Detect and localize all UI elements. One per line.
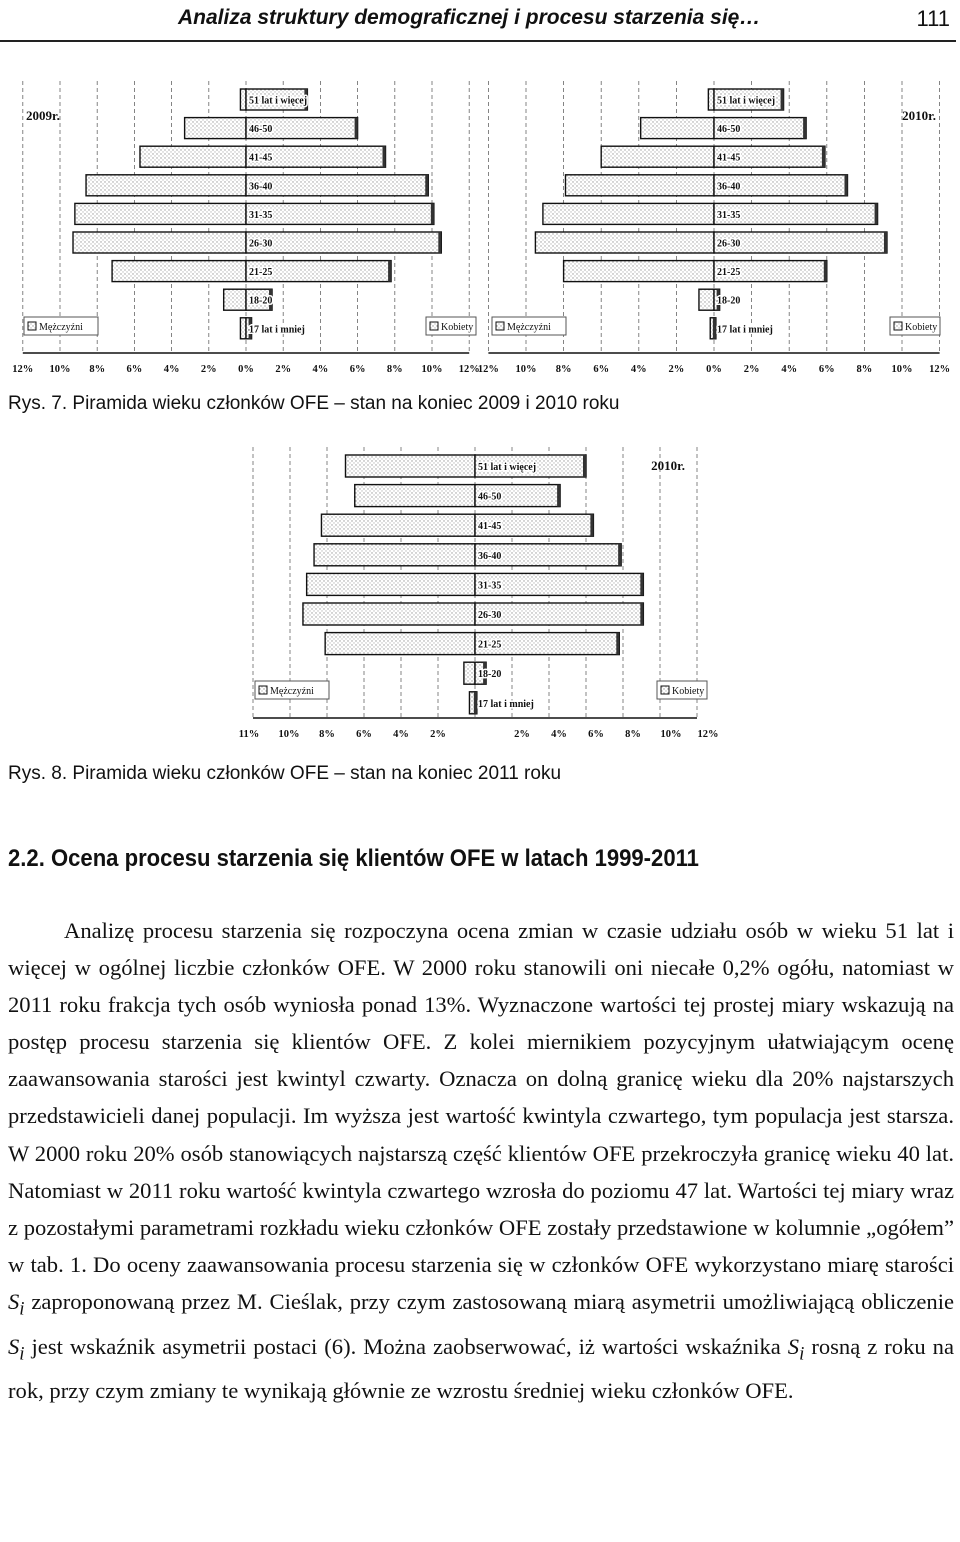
legend-men-label: Mężczyźni: [39, 322, 83, 333]
legend-men-label: Mężczyźni: [507, 322, 551, 333]
paragraph-text: Analizę procesu starzenia się rozpoczyna ocena zmian w czasie udziału osób w wieku 51 lat i więcej w ogólnej liczbie członków OFE. W 2000 roku stanowili oni niecałe 0,2% ogółu, natomiast w 2011 roku frakcja tych osób wyniosła ponad 13%. Wyznaczone wartości tej prostej miary wskazują na postęp procesu starzenia się klientów OFE. Z kolei miernikiem pozycyjnym ułatwiającym ocenę zaawansowania starości jest kwintyl czwarty. Oznacza on dolną granicę wieku dla 20% najstarszych przedstawicieli danej populacji. Im wyższa jest wartość kwintyla czwartego, tym populacja jest starsza. W 2000 roku 20% osób stanowiących najstarszą część klientów OFE przekroczyła granicę wieku 40 lat. Natomiast w 2011 roku wartość kwintyla czwartego wzrosła do poziomu 47 lat. Wartości tej miary wraz z pozostałymi parametrami rozkładu wieku członków OFE zostały przedstawione w kolumnie „ogółem” w tab. 1. Do oceny zaawansowania procesu starzenia się w członków OFE wykorzystano miarę starości $S_i$ zaproponowaną przez M. Cieślak, przy czym zastosowaną miarą asymetrii umożliwiającą obliczenie $S_i$ jest wskaźnik asymetrii postaci (6). Można zaobserwować, iż wartości wskaźnika $S_i$ rosną z roku na rok, przy czym zmiany te wynikają głównie ze wzrostu średniej wieku członków OFE.: [8, 918, 954, 1404]
bar-men: [535, 232, 714, 253]
bar-men: [86, 175, 246, 196]
bar-men: [355, 485, 475, 507]
header-rule: [0, 40, 956, 42]
bar-women: [246, 203, 434, 224]
tick-label: 11%: [238, 729, 260, 740]
tick-label: 0%: [706, 364, 722, 375]
bar-women-edge: [803, 118, 806, 139]
tick-label: 6%: [349, 364, 366, 375]
bar-men: [73, 232, 246, 253]
bar-men: [543, 203, 714, 224]
age-label: 36-40: [717, 181, 741, 193]
tick-label: 2%: [743, 364, 760, 375]
tick-label: 10%: [278, 729, 300, 740]
legend-men-swatch: [28, 322, 36, 330]
bar-women-edge: [388, 261, 391, 282]
tick-label: 10%: [891, 364, 913, 375]
section-heading: 2.2. Ocena procesu starzenia się klientów OFE w latach 1999-2011: [8, 845, 699, 872]
tick-label: 4%: [163, 364, 180, 375]
bar-men: [112, 261, 246, 282]
tick-label: 6%: [818, 364, 835, 375]
bar-women-edge: [425, 175, 428, 196]
tick-label: 2%: [668, 364, 685, 375]
age-label: 21-25: [249, 267, 273, 279]
age-label: 17 lat i mniej: [478, 698, 534, 710]
pyramid-2011: [235, 448, 730, 750]
age-label: 51 lat i więcej: [717, 95, 776, 107]
bar-women-edge: [844, 175, 847, 196]
chart-year-label: 2009r.: [26, 108, 60, 123]
tick-label: 12%: [929, 364, 951, 375]
tick-label: 2%: [430, 729, 446, 740]
age-label: 36-40: [478, 550, 502, 562]
bar-women-edge: [431, 203, 434, 224]
age-label: 31-35: [478, 580, 502, 592]
bar-women-edge: [583, 455, 586, 477]
legend-women-label: Kobiety: [441, 322, 474, 333]
bar-women-edge: [438, 232, 441, 253]
page-header: [0, 0, 960, 44]
tick-label: 4%: [630, 364, 647, 375]
legend-women-swatch: [430, 322, 438, 330]
tick-label: 2%: [514, 729, 530, 740]
age-label: 31-35: [717, 209, 741, 221]
tick-label: 6%: [593, 364, 610, 375]
bar-men: [140, 146, 246, 167]
age-label: 36-40: [249, 181, 273, 193]
tick-label: 0%: [238, 364, 254, 375]
tick-label: 8%: [386, 364, 403, 375]
age-label: 46-50: [478, 491, 502, 503]
bar-women-edge: [822, 146, 825, 167]
bar-men: [699, 289, 714, 310]
age-label: 46-50: [249, 124, 273, 136]
page-number: 111: [916, 6, 950, 31]
bar-men: [708, 89, 714, 110]
bar-men: [224, 289, 246, 310]
tick-label: 8%: [89, 364, 106, 375]
tick-label: 12%: [697, 729, 719, 740]
bar-women-edge: [557, 485, 560, 507]
bar-women: [246, 175, 428, 196]
bar-men: [601, 146, 714, 167]
age-label: 46-50: [717, 124, 741, 136]
tick-label: 4%: [393, 729, 409, 740]
age-label: 51 lat i więcej: [249, 95, 308, 107]
chart-year-label: 2010r.: [902, 108, 936, 123]
bar-women: [246, 232, 441, 253]
running-title: Analiza struktury demograficznej i procesu starzenia się…: [178, 6, 761, 29]
tick-label: 12%: [12, 364, 34, 375]
tick-label: 8%: [856, 364, 873, 375]
tick-label: 8%: [625, 729, 641, 740]
tick-label: 6%: [588, 729, 604, 740]
bar-women-edge: [383, 146, 386, 167]
pyramid-2010: [477, 85, 960, 380]
tick-label: 10%: [49, 364, 71, 375]
pyramid-2009: [0, 85, 480, 380]
figure-7-caption: Rys. 7. Piramida wieku członków OFE – stan na koniec 2009 i 2010 roku: [8, 393, 620, 414]
legend-men-swatch: [496, 322, 504, 330]
legend-men-swatch: [259, 686, 267, 694]
age-label: 41-45: [478, 521, 502, 533]
tick-label: 4%: [781, 364, 798, 375]
age-label: 41-45: [249, 152, 273, 164]
tick-label: 8%: [555, 364, 572, 375]
bar-men: [314, 544, 475, 566]
bar-men: [75, 203, 246, 224]
legend-women-swatch: [661, 686, 669, 694]
bar-women-edge: [875, 203, 878, 224]
bar-men: [321, 514, 475, 536]
bar-women-edge: [713, 318, 716, 339]
bar-men: [464, 662, 475, 684]
age-label: 21-25: [478, 639, 502, 651]
legend-women-label: Kobiety: [905, 322, 938, 333]
bar-men: [325, 633, 475, 655]
bar-men: [564, 261, 714, 282]
bar-men: [346, 455, 476, 477]
bar-women-edge: [355, 118, 358, 139]
bar-women-edge: [618, 544, 621, 566]
tick-label: 2%: [275, 364, 292, 375]
age-label: 26-30: [717, 238, 741, 250]
age-label: 26-30: [478, 610, 502, 621]
age-label: 18-20: [478, 669, 502, 681]
tick-label: 10%: [421, 364, 443, 375]
age-label: 41-45: [717, 152, 741, 164]
age-label: 18-20: [717, 295, 741, 307]
age-label: 26-30: [249, 238, 273, 250]
bar-women-edge: [884, 232, 887, 253]
legend-women-swatch: [894, 322, 902, 330]
bar-men: [303, 603, 475, 625]
bar-men: [240, 318, 246, 339]
bar-women-edge: [590, 514, 593, 536]
age-label: 51 lat i więcej: [478, 462, 537, 473]
age-label: 17 lat i mniej: [717, 324, 773, 336]
age-label: 21-25: [717, 267, 741, 279]
age-label: 31-35: [249, 209, 273, 221]
bar-women-edge: [616, 633, 619, 655]
tick-label: 6%: [356, 729, 372, 740]
chart-year-label: 2010r.: [651, 458, 685, 473]
bar-men: [307, 573, 475, 595]
tick-label: 2%: [200, 364, 217, 375]
tick-label: 8%: [319, 729, 335, 740]
legend-women-label: Kobiety: [672, 686, 705, 697]
tick-label: 12%: [458, 364, 480, 375]
figure-8-caption: Rys. 8. Piramida wieku członków OFE – stan na koniec 2011 roku: [8, 763, 562, 784]
age-label: 18-20: [249, 295, 273, 307]
bar-women-edge: [781, 89, 784, 110]
tick-label: 4%: [312, 364, 329, 375]
tick-label: 10%: [660, 729, 682, 740]
bar-women-edge: [474, 692, 477, 714]
tick-label: 4%: [551, 729, 567, 740]
tick-label: 10%: [515, 364, 537, 375]
bar-men: [641, 118, 714, 139]
body-paragraph: [8, 912, 954, 1409]
bar-men: [185, 118, 246, 139]
tick-label: 12%: [477, 364, 499, 375]
bar-women-edge: [640, 573, 643, 595]
bar-men: [240, 89, 246, 110]
age-label: 17 lat i mniej: [249, 324, 305, 336]
bar-women-edge: [640, 603, 643, 625]
bar-women-edge: [824, 261, 827, 282]
tick-label: 6%: [126, 364, 143, 375]
bar-men: [565, 175, 714, 196]
legend-men-label: Mężczyźni: [270, 686, 314, 697]
